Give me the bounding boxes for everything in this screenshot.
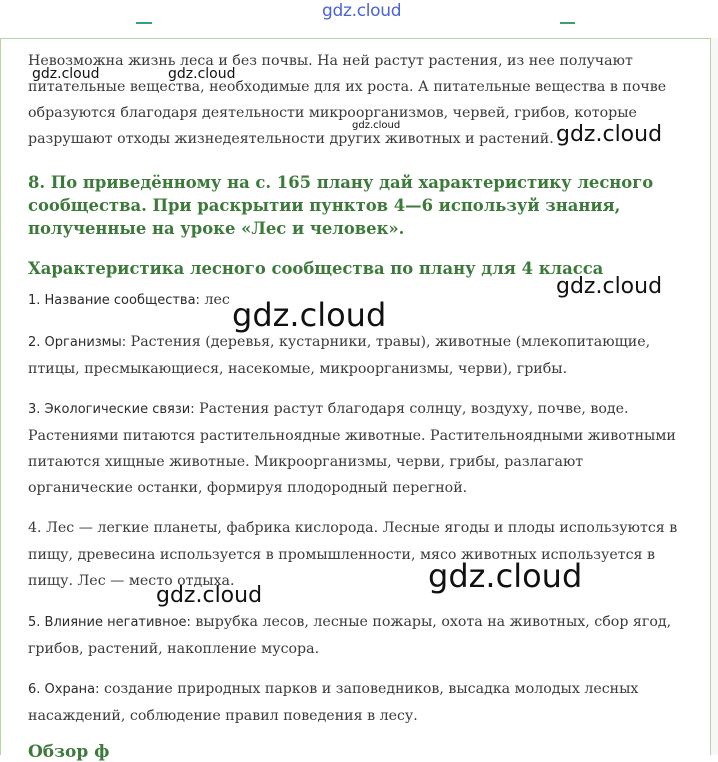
plan-item-5 — [28, 609, 690, 662]
plan-item-label: 2. Организмы: — [28, 335, 127, 350]
top-divider-right — [560, 22, 575, 24]
top-divider-left — [136, 22, 152, 24]
plan-item-text: создание природных парков и заповедников, высадка молодых лесных насаждений, соблюдение правил поведения в лесу. — [28, 681, 639, 724]
plan-item-label: 5. Влияние негативное: — [28, 615, 191, 630]
watermark: gdz.cloud — [168, 66, 236, 82]
top-watermark: gdz.cloud — [322, 1, 402, 21]
plan-item-label: 3. Экологические связи: — [28, 402, 195, 417]
task-heading: 8. По приведённому на с. 165 плану дай характеристику лесного сообщества. При раскрытии пунктов 4—6 используй знания, полученные на уроке «Лес и человек». — [28, 173, 654, 238]
plan-item-text: Растения растут благодаря солнцу, воздуху, почве, воде. Растениями питаются растительноядные животные. Растительноядными животными питаются хищные животные. Микроорганизмы, черви, грибы, разлагают органические останки, формируя плодородный перегной. — [28, 401, 676, 496]
watermark: gdz.cloud — [352, 120, 401, 131]
plan-item-text: Растения (деревья, кустарники, травы), животные (млекопитающие, птицы, пресмыкающиеся, насекомые, микроорганизмы, черви), грибы. — [28, 334, 651, 377]
plan-item-label: 6. Охрана: — [28, 682, 100, 697]
plan-item-text: лес — [199, 292, 230, 308]
plan-item-4 — [28, 515, 690, 594]
plan-item-label: 1. Название сообщества: — [28, 293, 200, 308]
watermark: gdz.cloud — [232, 296, 387, 334]
plan-item-text: 4. Лес — легкие планеты, фабрика кислорода. Лесные ягоды и плоды используются в пищу, древесина используется в промышленности, мясо животных используется в пищу. Лес — место отдыха. — [28, 520, 678, 589]
section-heading: Характеристика лесного сообщества по плану для 4 класса — [28, 259, 604, 278]
plan-item-3 — [28, 396, 690, 501]
bottom-heading-partial: Обзор ф — [28, 742, 110, 762]
plan-item-2 — [28, 329, 690, 382]
watermark: gdz.cloud — [556, 122, 663, 147]
intro-paragraph: Невозможна жизнь леса и без почвы. На ней растут растения, из нее получают питательные вещества, необходимые для их роста. А питательные вещества в почве образуются благодаря деятельности микроорганизмов, червей, грибов, которые разрушают отходы жизнедеятельности других животных и растений. — [28, 53, 667, 147]
watermark: gdz.cloud — [556, 274, 663, 299]
plan-item-text: вырубка лесов, лесные пожары, охота на животных, сбор ягод, грибов, растений, накопление мусора. — [28, 614, 672, 657]
top-bar — [0, 0, 718, 38]
watermark: gdz.cloud — [428, 557, 583, 595]
right-gutter — [711, 38, 718, 755]
watermark: gdz.cloud — [32, 66, 100, 82]
plan-item-6 — [28, 676, 690, 729]
watermark: gdz.cloud — [156, 583, 263, 608]
